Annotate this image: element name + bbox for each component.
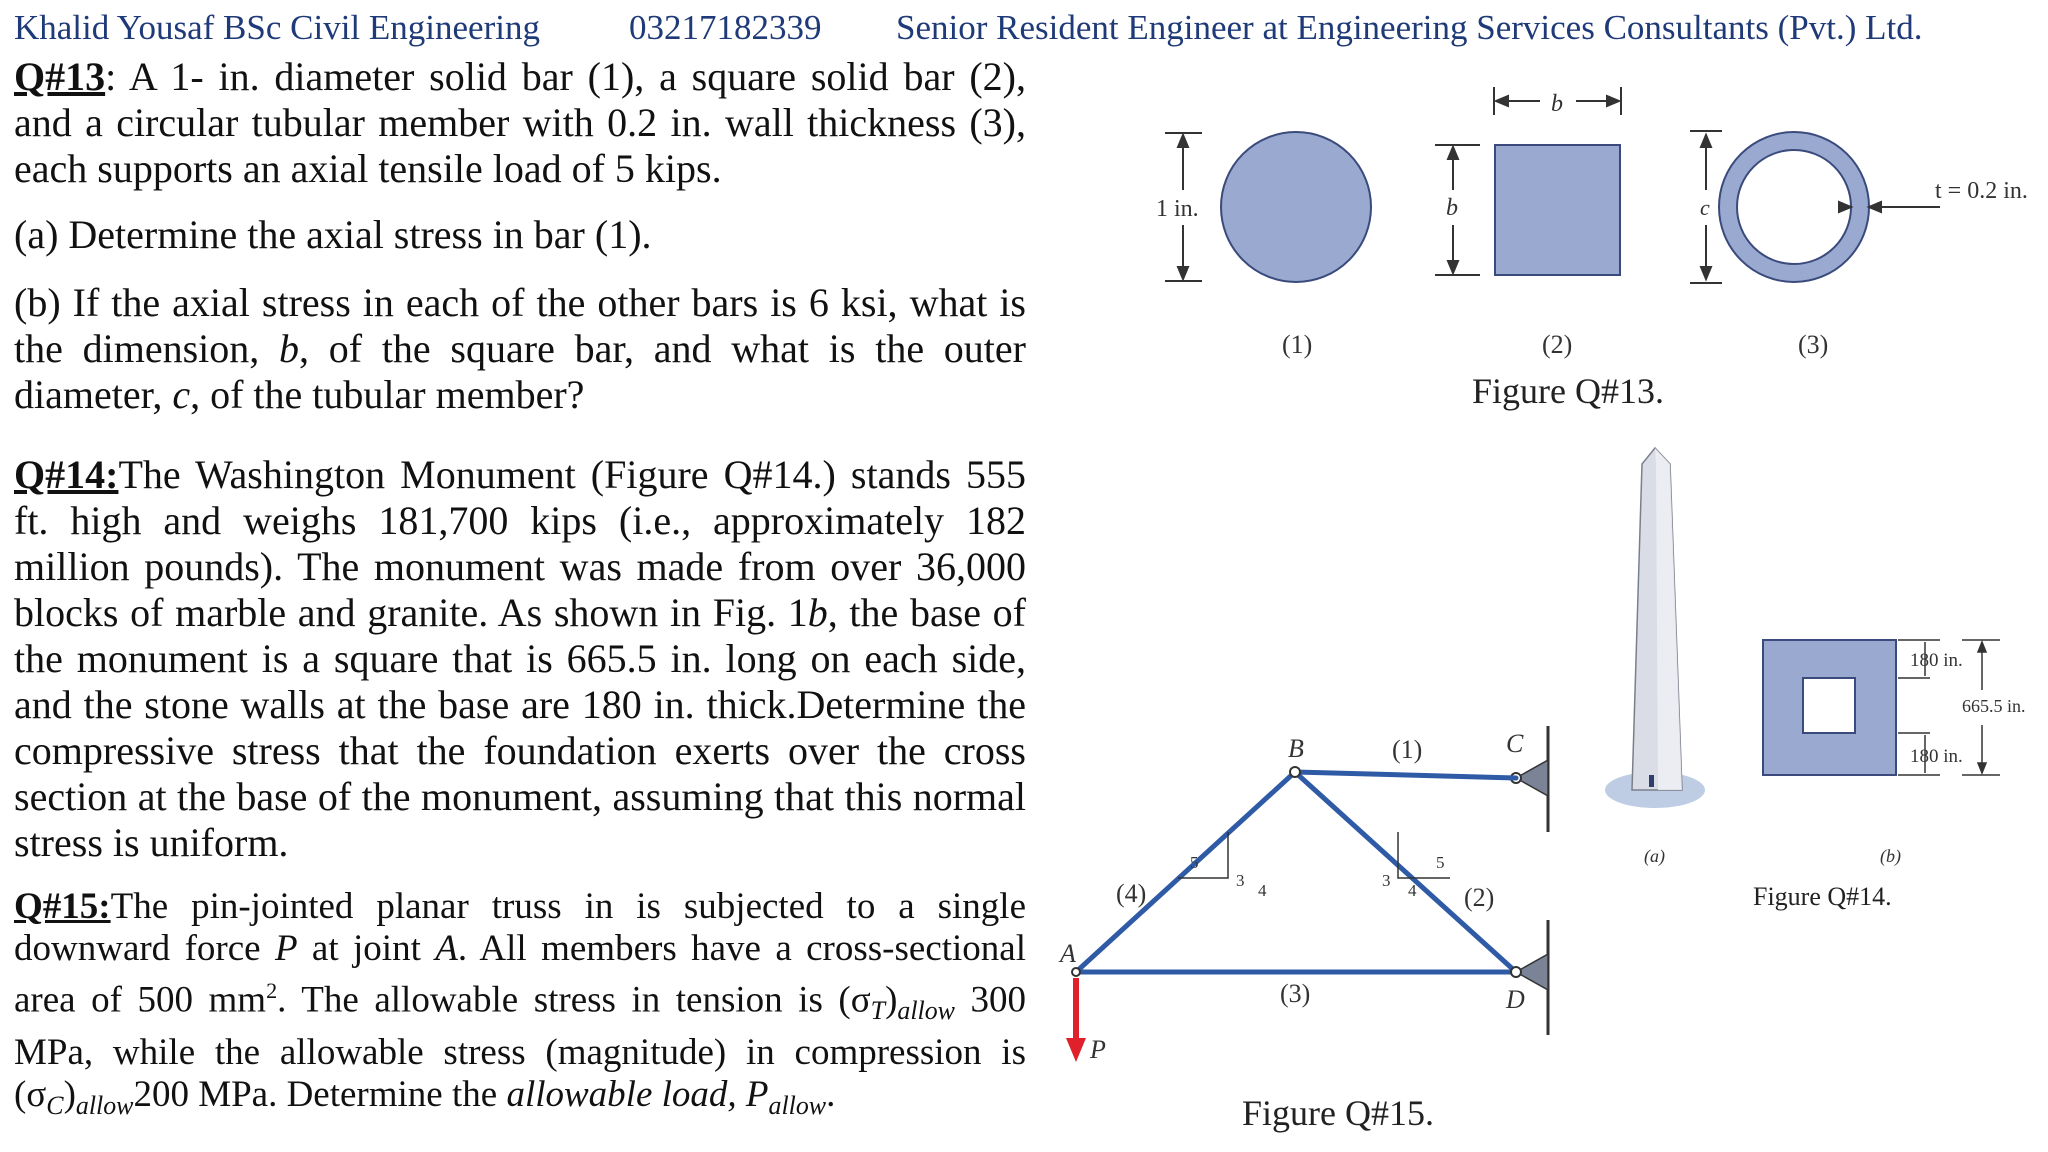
- truss-members: [1076, 772, 1516, 972]
- slope-left-4: 4: [1258, 881, 1267, 900]
- label-joint-D: D: [1506, 985, 1525, 1014]
- member-1: [1295, 772, 1516, 778]
- dim-b-top: b: [1551, 91, 1563, 117]
- q13-part-b: (b) If the axial stress in each of the other bars is 6 ksi, what is the dimension, b, of the square bar, and what is the outer diameter, c, of the tubular member?: [14, 280, 1026, 417]
- author-title: Senior Resident Engineer at Engineering Services Consultants (Pvt.) Ltd.: [896, 8, 1923, 47]
- hollow-core: [1803, 678, 1855, 733]
- member-2: [1295, 772, 1516, 972]
- slope-right-3: 3: [1382, 871, 1391, 890]
- washington-monument: [1632, 448, 1682, 790]
- fig14-label-b: (b): [1880, 846, 1901, 866]
- question-13: [14, 54, 1026, 418]
- member-4: [1076, 772, 1295, 972]
- q15-label: Q#15:: [14, 886, 111, 927]
- q13-label: Q#13: [14, 54, 106, 99]
- load-arrow: [1066, 978, 1086, 1062]
- slope-right-5: 5: [1436, 853, 1445, 872]
- figure-15: [1040, 720, 1610, 1090]
- question-15: Q#15:The pin-jointed planar truss in is subjected to a single downward force P at joint A. All members have a cross-sectional area of 500 $mm^2$. The allowable stress in tension is $(\sigma_T)_{allow}$ 300 MPa, while the allowable stress (magnitude) in compression is $(\sigma_C)_{allow}200$ MPa. Determine the allowable load, $P_{allow}$.: [14, 886, 1026, 1120]
- dim-b-side: b: [1446, 195, 1458, 221]
- label-member-1: (1): [1392, 735, 1423, 764]
- label-load-P: P: [1090, 1035, 1106, 1064]
- label-joint-C: C: [1506, 729, 1524, 758]
- author-phone: 03217182339: [629, 8, 822, 47]
- label-member-2: (2): [1464, 883, 1495, 912]
- figure-14-caption: Figure Q#14.: [1753, 882, 1892, 911]
- question-14: Q#14:The Washington Monument (Figure Q#14.) stands 555 ft. high and weighs 181,700 kips (i.e., approximately 182 million pounds). The monument was made from over 36,000 blocks of marble and granite. As shown in Fig. 1b, the base of the monument is a square that is 665.5 in. long on each side, and the stone walls at the base are 180 in. thick.Determine the compressive stress that the foundation exerts over the cross section at the base of the monument, assuming that this normal stress is uniform.: [14, 452, 1026, 865]
- joint-A: [1072, 968, 1080, 976]
- figure-15-caption: Figure Q#15.: [1242, 1093, 1434, 1133]
- joint-D: [1511, 967, 1521, 977]
- q13-part-a: (a) Determine the axial stress in bar (1).: [14, 212, 652, 257]
- bar-3-label: (3): [1798, 330, 1829, 359]
- slope-left-5: 5: [1190, 853, 1199, 872]
- page-header: [14, 2, 2044, 52]
- slope-left-3: 3: [1236, 871, 1245, 890]
- label-member-3: (3): [1280, 979, 1311, 1008]
- label-joint-B: B: [1288, 734, 1304, 763]
- label-member-4: (4): [1116, 879, 1147, 908]
- slope-right-4: 4: [1408, 881, 1417, 900]
- dim-180-bottom: 180 in.: [1910, 746, 1963, 767]
- q13-intro: : A 1- in. diameter solid bar (1), a square solid bar (2), and a circular tubular member with 0.2 in. wall thickness (3), each supports an axial tensile load of 5 kips.: [14, 54, 1026, 191]
- square-bar-section: [1495, 145, 1620, 275]
- support-D: [1516, 920, 1548, 1035]
- bar-2-label: (2): [1542, 330, 1573, 359]
- solid-bar-section: [1221, 132, 1371, 282]
- figure-13-caption: Figure Q#13.: [1472, 371, 1664, 411]
- dim-180-top: 180 in.: [1910, 650, 1963, 671]
- q14-label: Q#14:: [14, 452, 119, 497]
- label-joint-A: A: [1060, 939, 1076, 968]
- dim-665: 665.5 in.: [1962, 696, 2026, 716]
- figure-14: [1600, 440, 2048, 930]
- fig14-label-a: (a): [1644, 846, 1665, 866]
- dim-1in-label: 1 in.: [1156, 196, 1199, 222]
- bar-1-label: (1): [1282, 330, 1313, 359]
- dim-t: t = 0.2 in.: [1935, 178, 2028, 204]
- joint-B: [1290, 767, 1300, 777]
- author-name: Khalid Yousaf BSc Civil Engineering: [14, 8, 540, 47]
- dim-c: c: [1700, 195, 1710, 220]
